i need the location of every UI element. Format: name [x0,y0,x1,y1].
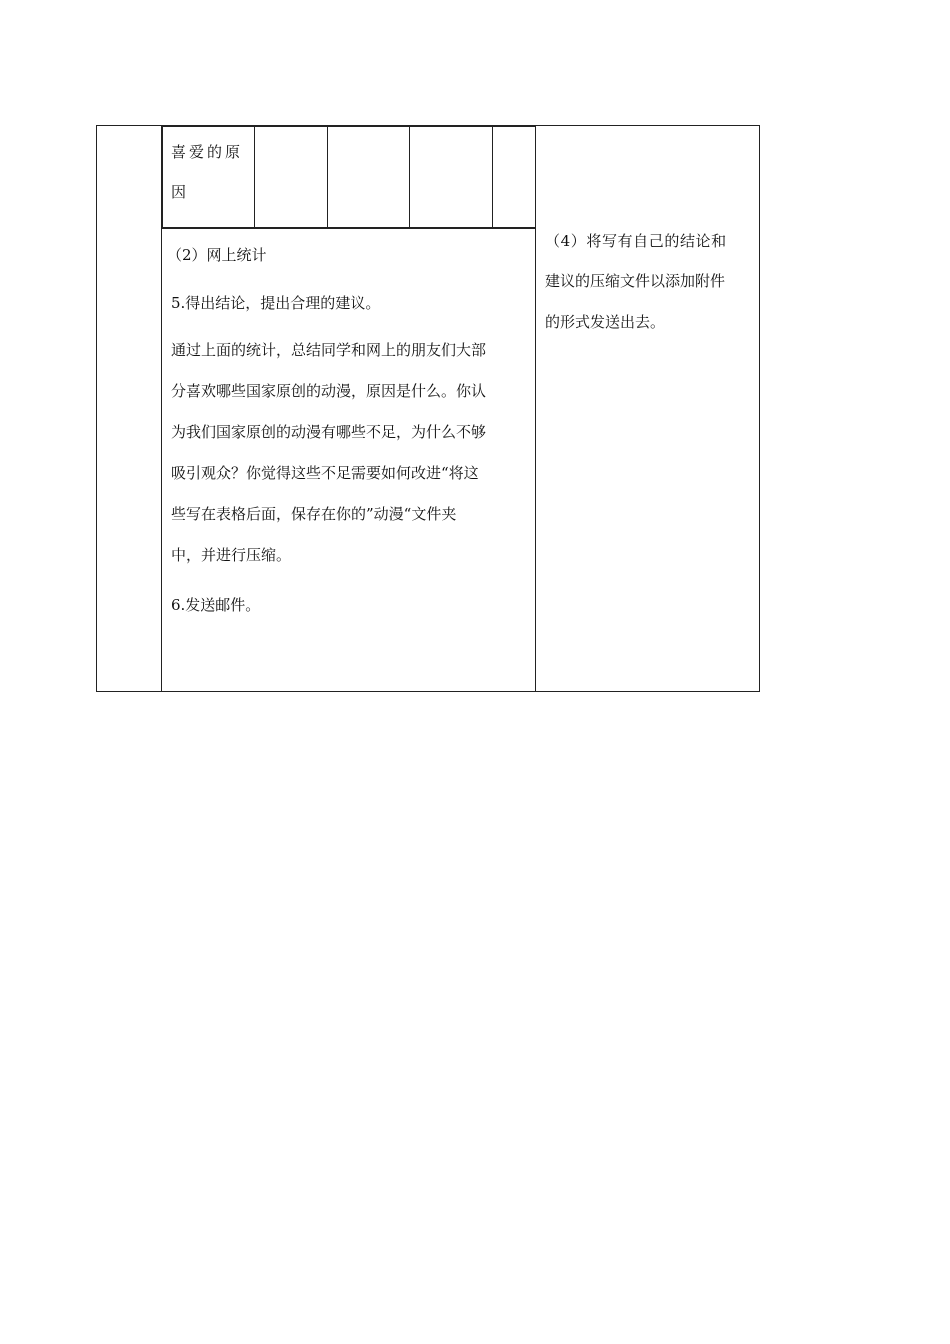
col-separator-main [535,125,536,692]
inner-col-1 [254,125,255,229]
middle-para-line-5: 些写在表格后面，保存在你的”动漫“文件夹 [171,505,457,523]
table-right-border [759,125,760,692]
inner-table-left [161,125,163,229]
right-line-1: （4）将写有自己的结论和 [545,232,727,250]
right-line-3: 的形式发送出去。 [545,313,666,331]
middle-line-last: 6.发送邮件。 [171,596,261,614]
inner-header-line-2: 因 [171,183,187,201]
inner-col-4 [492,125,493,229]
table-bottom-border [96,691,760,692]
inner-col-2 [327,125,328,229]
table-left-border [96,125,97,692]
middle-line-2: 5.得出结论，提出合理的建议。 [171,294,381,312]
inner-header-line-1: 喜爱的原 [171,143,244,161]
middle-para-line-3: 为我们国家原创的动漫有哪些不足，为什么不够 [171,423,487,441]
middle-line-1: （2）网上统计 [167,246,267,264]
inner-table-top [161,125,536,127]
middle-para-line-4: 吸引观众？你觉得这些不足需要如何改进“将这 [171,464,479,482]
right-line-2: 建议的压缩文件以添加附件 [545,272,726,290]
inner-col-3 [409,125,410,229]
inner-table-bottom [161,227,536,229]
middle-para-line-2: 分喜欢哪些国家原创的动漫，原因是什么。你认 [171,382,487,400]
middle-para-line-1: 通过上面的统计，总结同学和网上的朋友们大部 [171,341,487,359]
middle-para-line-6: 中，并进行压缩。 [171,546,292,564]
